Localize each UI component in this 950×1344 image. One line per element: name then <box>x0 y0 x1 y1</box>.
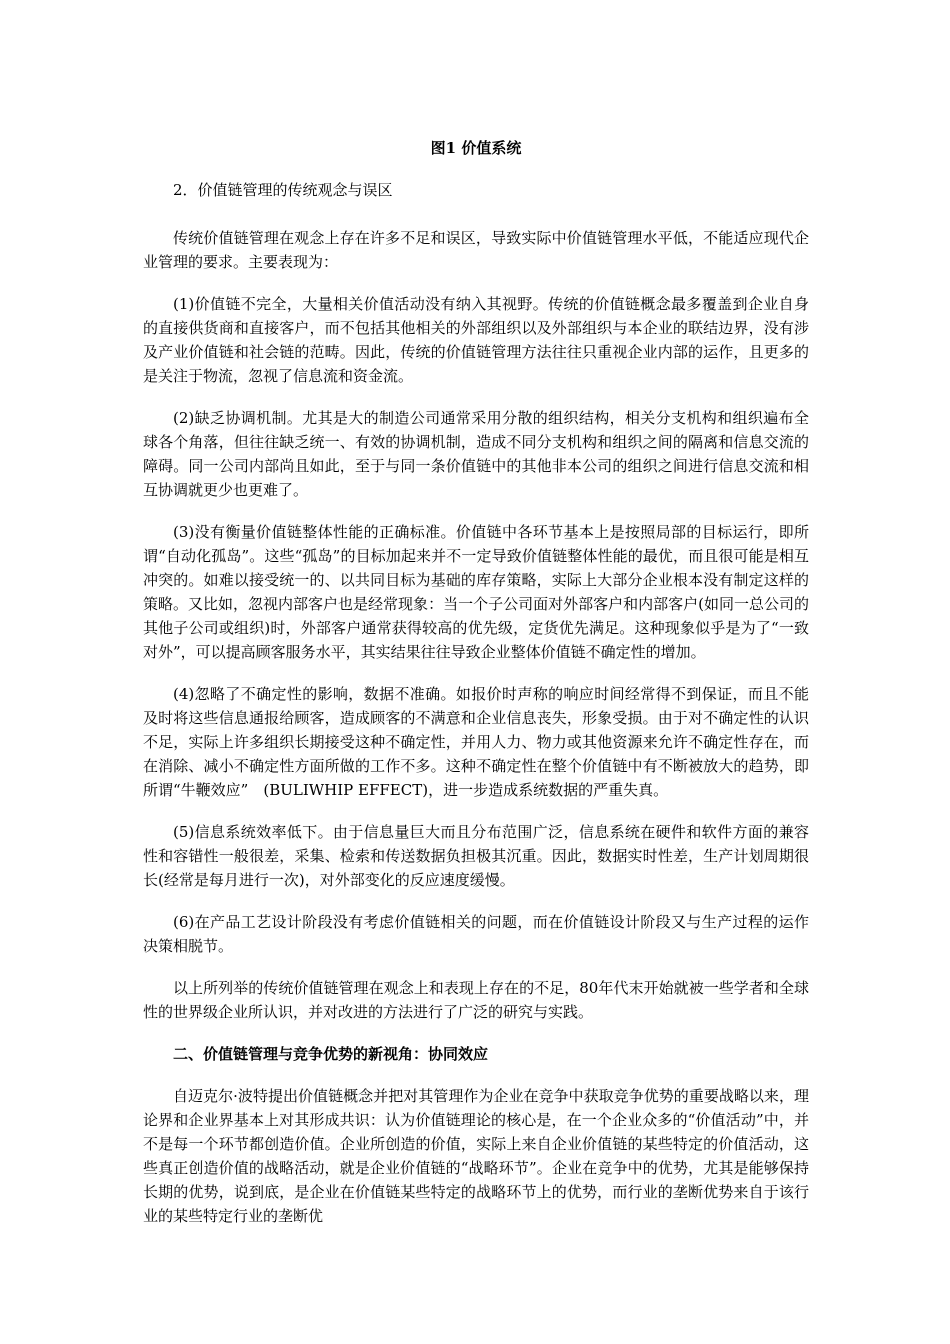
paragraph-item-1: (1)价值链不完全，大量相关价值活动没有纳入其视野。传统的价值链概念最多覆盖到企业自身的直接供货商和直接客户，而不包括其他相关的外部组织以及外部组织与本企业的联结边界，没有涉及产业价值链和社会链的范畴。因此，传统的价值链管理方法往往只重视企业内部的运作，且更多的是关注于物流，忽视了信息流和资金流。 <box>143 295 809 385</box>
paragraph-item-4: (4)忽略了不确定性的影响，数据不准确。如报价时声称的响应时间经常得不到保证，而且不能及时将这些信息通报给顾客，造成顾客的不满意和企业信息丧失，形象受损。由于对不确定性的认识不足，实际上许多组织长期接受这种不确定性，并用人力、物力或其他资源来允许不确定性存在，而在消除、减小不确定性方面所做的工作不多。这种不确定性在整个价值链中有不断被放大的趋势，即所谓“牛鞭效应” (BULIWHIP EFFECT)，进一步造成系统数据的严重失真。 <box>143 685 809 799</box>
paragraph-intro: 传统价值链管理在观念上存在许多不足和误区，导致实际中价值链管理水平低，不能适应现代企业管理的要求。主要表现为： <box>143 229 809 271</box>
subheading: 2．价值链管理的传统观念与误区 <box>173 181 393 199</box>
paragraph-item-6: (6)在产品工艺设计阶段没有考虑价值链相关的问题，而在价值链设计阶段又与生产过程的运作决策相脱节。 <box>143 913 809 955</box>
figure-caption: 图1 价值系统 <box>430 139 522 157</box>
paragraph-item-2: (2)缺乏协调机制。尤其是大的制造公司通常采用分散的组织结构，相关分支机构和组织遍布全球各个角落，但往往缺乏统一、有效的协调机制，造成不同分支机构和组织之间的隔离和信息交流的障碍。同一公司内部尚且如此，至于与同一条价值链中的其他非本公司的组织之间进行信息交流和相互协调就更少也更难了。 <box>143 409 809 499</box>
section-heading: 二、价值链管理与竞争优势的新视角：协同效应 <box>173 1045 489 1063</box>
section-paragraph: 自迈克尔·波特提出价值链概念并把对其管理作为企业在竞争中获取竞争优势的重要战略以来，理论界和企业界基本上对其形成共识：认为价值链理论的核心是，在一个企业众多的“价值活动”中，并不是每一个环节都创造价值。企业所创造的价值，实际上来自企业价值链的某些特定的价值活动，这些真正创造价值的战略活动，就是企业价值链的“战略环节”。企业在竞争中的优势，尤其是能够保持长期的优势，说到底，是企业在价值链某些特定的战略环节上的优势，而行业的垄断优势来自于该行业的某些特定行业的垄断优 <box>143 1087 809 1225</box>
paragraph-item-3: (3)没有衡量价值链整体性能的正确标准。价值链中各环节基本上是按照局部的目标运行，即所谓“自动化孤岛”。这些“孤岛”的目标加起来并不一定导致价值链整体性能的最优，而且很可能是相互冲突的。如难以接受统一的、以共同目标为基础的库存策略，实际上大部分企业根本没有制定这样的策略。又比如，忽视内部客户也是经常现象：当一个子公司面对外部客户和内部客户(如同一总公司的其他子公司或组织)时，外部客户通常获得较高的优先级，定货优先满足。这种现象似乎是为了“一致对外”，可以提高顾客服务水平，其实结果往往导致企业整体价值链不确定性的增加。 <box>143 523 809 661</box>
paragraph-item-5: (5)信息系统效率低下。由于信息量巨大而且分布范围广泛，信息系统在硬件和软件方面的兼容性和容错性一般很差，采集、检索和传送数据负担极其沉重。因此，数据实时性差，生产计划周期很长(经常是每月进行一次)，对外部变化的反应速度缓慢。 <box>143 823 809 889</box>
paragraph-summary: 以上所列举的传统价值链管理在观念上和表现上存在的不足，80年代末开始就被一些学者和全球性的世界级企业所认识，并对改进的方法进行了广泛的研究与实践。 <box>143 979 809 1021</box>
document-body <box>143 136 809 1246</box>
